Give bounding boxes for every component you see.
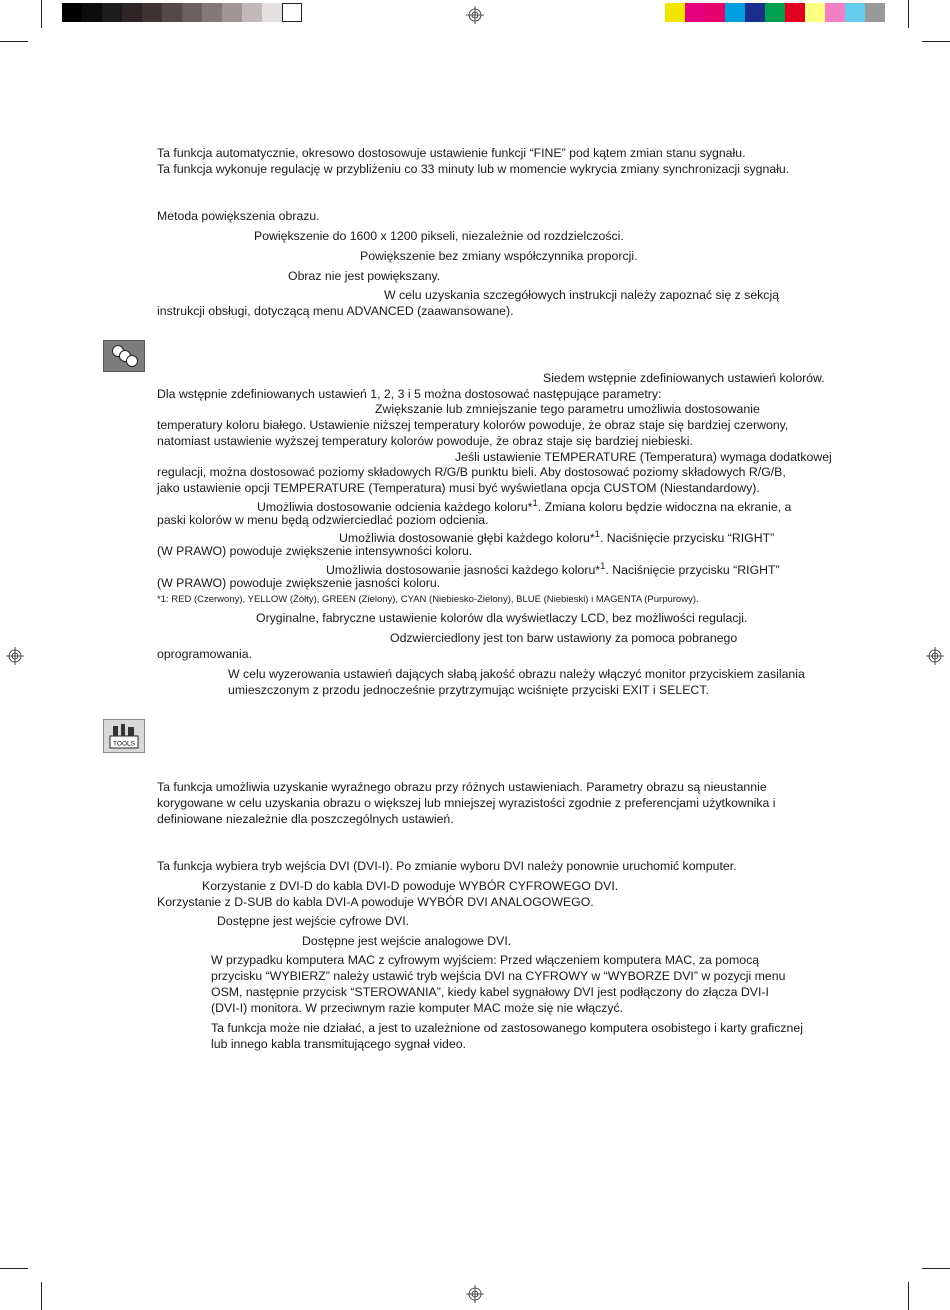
text-line: Ta funkcja może nie działać, a jest to uzależnione od zastosowanego komputera osobistego i karty graficznej — [211, 1021, 803, 1035]
text-line: Powiększenie bez zmiany współczynnika proporcji. — [360, 249, 638, 263]
footnote-marker: 1 — [600, 561, 606, 572]
color-swatch — [845, 3, 865, 22]
color-swatch — [705, 3, 725, 22]
text-line: korygowane w celu uzyskania obrazu o większej lub mniejszej wyrazistości zgodnie z preferencjami użytkownika i — [157, 796, 776, 810]
crop-mark — [0, 1268, 28, 1269]
text-line: (W PRAWO) powoduje zwiększenie jasności koloru. — [157, 576, 441, 590]
gray-swatch — [242, 3, 262, 22]
text-line: Oryginalne, fabryczne ustawienie kolorów dla wyświetlaczy LCD, bez możliwości regulacji. — [256, 611, 748, 625]
text-line: temperatury koloru białego. Ustawienie niższej temperatury kolorów powoduje, że obraz staje się bardziej czerwony, — [157, 418, 789, 432]
text-line: Jeśli ustawienie TEMPERATURE (Temperatura) wymaga dodatkowej — [455, 450, 832, 464]
gray-swatch — [82, 3, 102, 22]
crop-mark — [922, 1268, 950, 1269]
tools-icon — [103, 719, 145, 753]
footnote-marker: 1 — [532, 498, 538, 509]
text-line: Korzystanie z DVI-D do kabla DVI-D powoduje WYBÓR CYFROWEGO DVI. — [202, 879, 619, 893]
text-line: przycisku “WYBIERZ” należy ustawić tryb wejścia DVI na CYFROWY w “WYBORZE DVI” w pozycji menu — [211, 969, 786, 983]
grayscale-calibration-bar — [62, 3, 302, 22]
gray-swatch — [122, 3, 142, 22]
text-segment: . Zmiana koloru będzie widoczna na ekranie, a — [537, 500, 792, 515]
text-line: Odzwierciedlony jest ton barw ustawiony za pomoca pobranego — [390, 631, 738, 645]
text-line: Dostępne jest wejście cyfrowe DVI. — [217, 914, 410, 928]
text-segment: Umożliwia dostosowanie głębi każdego koloru* — [339, 531, 595, 546]
color-calibration-bar — [665, 3, 885, 22]
tools-icon-label: TOOLS — [113, 740, 135, 748]
text-line: Obraz nie jest powiększany. — [288, 269, 441, 283]
text-line: jako ustawienie opcji TEMPERATURE (Temperatura) musi być wyświetlana opcja CUSTOM (Niestandardowy). — [157, 481, 760, 495]
text-segment: Umożliwia dostosowanie jasności każdego koloru* — [326, 563, 601, 578]
text-line: Ta funkcja umożliwia uzyskanie wyraźnego obrazu przy różnych ustawieniach. Parametry obrazu są nieustannie — [157, 780, 767, 794]
crop-mark — [908, 1282, 909, 1310]
text-line: W celu wyzerowania ustawień dających słabą jakość obrazu należy włączyć monitor przyciskiem zasilania — [228, 667, 805, 681]
registration-mark-icon — [926, 647, 944, 665]
gray-swatch — [162, 3, 182, 22]
crop-mark — [908, 0, 909, 28]
gray-swatch — [62, 3, 82, 22]
text-line: regulacji, można dostosować poziomy składowych R/G/B punktu bieli. Aby dostosować poziomy składowych R/G/B, — [157, 465, 786, 479]
text-line: Dostępne jest wejście analogowe DVI. — [302, 934, 512, 948]
text-line: Dla wstępnie zdefiniowanych ustawień 1, 2, 3 i 5 można dostosować następujące parametry: — [157, 387, 662, 401]
text-line: umieszczonym z przodu jednocześnie przytrzymując wciśnięte przyciski EXIT i SELECT. — [228, 683, 709, 697]
registration-mark-icon — [466, 1285, 484, 1303]
text-segment: . Naciśnięcie przycisku “RIGHT” — [605, 563, 780, 578]
color-swatch — [685, 3, 705, 22]
gray-swatch — [262, 3, 282, 22]
text-line: lub innego kabla transmitującego sygnał video. — [211, 1037, 466, 1051]
text-segment: . Naciśnięcie przycisku “RIGHT” — [599, 531, 775, 546]
text-line: paski kolorów w menu będą odzwierciedlać poziom odcienia. — [157, 513, 489, 527]
text-line: W przypadku komputera MAC z cyfrowym wyjściem: Przed włączeniem komputera MAC, za pomocą — [211, 953, 760, 967]
text-line: (DVI-I) monitora. W przeciwnym razie komputer MAC może się nie włączyć. — [211, 1001, 624, 1015]
text-line: OSM, następnie przycisk “STEROWANIA”, kiedy kabel sygnałowy DVI jest podłączony do złącza DVI-I — [211, 985, 769, 999]
footnote: *1: RED (Czerwony), YELLOW (Żółty), GREEN (Zielony), CYAN (Niebiesko-Zielony), BLUE (Niebieski) i MAGENTA (Purpurowy). — [157, 594, 699, 605]
crop-mark — [922, 41, 950, 42]
gray-swatch — [182, 3, 202, 22]
gray-swatch — [282, 3, 302, 22]
crop-mark — [41, 0, 42, 28]
rgb-circles-icon — [103, 340, 145, 372]
text-line: (W PRAWO) powoduje zwiększenie intensywności koloru. — [157, 544, 473, 558]
text-line: Korzystanie z D-SUB do kabla DVI-A powoduje WYBÓR DVI ANALOGOWEGO. — [157, 895, 594, 909]
gray-swatch — [222, 3, 242, 22]
gray-swatch — [102, 3, 122, 22]
text-line: definiowane niezależnie dla poszczególnych ustawień. — [157, 812, 454, 826]
text-line: Zwiększanie lub zmniejszanie tego parametru umożliwia dostosowanie — [375, 402, 760, 416]
text-line: natomiast ustawienie wyższej temperatury kolorów powoduje, że obraz staje się bardziej niebieski. — [157, 434, 693, 448]
color-swatch — [785, 3, 805, 22]
text-line: instrukcji obsługi, dotyczącą menu ADVANCED (zaawansowane). — [157, 304, 514, 318]
text-line: Ta funkcja wykonuje regulację w przybliżeniu co 33 minuty lub w momencie wykrycia zmiany synchronizacji sygnału. — [157, 162, 790, 176]
crop-mark — [41, 1282, 42, 1310]
color-swatch — [745, 3, 765, 22]
text-line: Siedem wstępnie zdefiniowanych ustawień kolorów. — [543, 371, 825, 385]
text-line: Ta funkcja wybiera tryb wejścia DVI (DVI-I). Po zmianie wyboru DVI należy ponownie uruchomić komputer. — [157, 859, 737, 873]
registration-mark-icon — [466, 6, 484, 24]
color-swatch — [825, 3, 845, 22]
crop-mark — [0, 41, 28, 42]
color-swatch — [805, 3, 825, 22]
text-line: Metoda powiększenia obrazu. — [157, 209, 320, 223]
registration-mark-icon — [6, 647, 24, 665]
gray-swatch — [202, 3, 222, 22]
color-swatch — [865, 3, 885, 22]
text-line: W celu uzyskania szczegółowych instrukcji należy zapoznać się z sekcją — [384, 288, 780, 302]
text-segment: Umożliwia dostosowanie odcienia każdego koloru* — [257, 500, 533, 515]
color-swatch — [665, 3, 685, 22]
color-swatch — [765, 3, 785, 22]
color-swatch — [725, 3, 745, 22]
gray-swatch — [142, 3, 162, 22]
text-line: Powiększenie do 1600 x 1200 pikseli, niezależnie od rozdzielczości. — [254, 229, 624, 243]
text-line: Ta funkcja automatycznie, okresowo dostosowuje ustawienie funkcji “FINE” pod kątem zmian stanu sygnału. — [157, 146, 746, 160]
text-line: oprogramowania. — [157, 647, 253, 661]
footnote-marker: 1 — [594, 529, 600, 540]
